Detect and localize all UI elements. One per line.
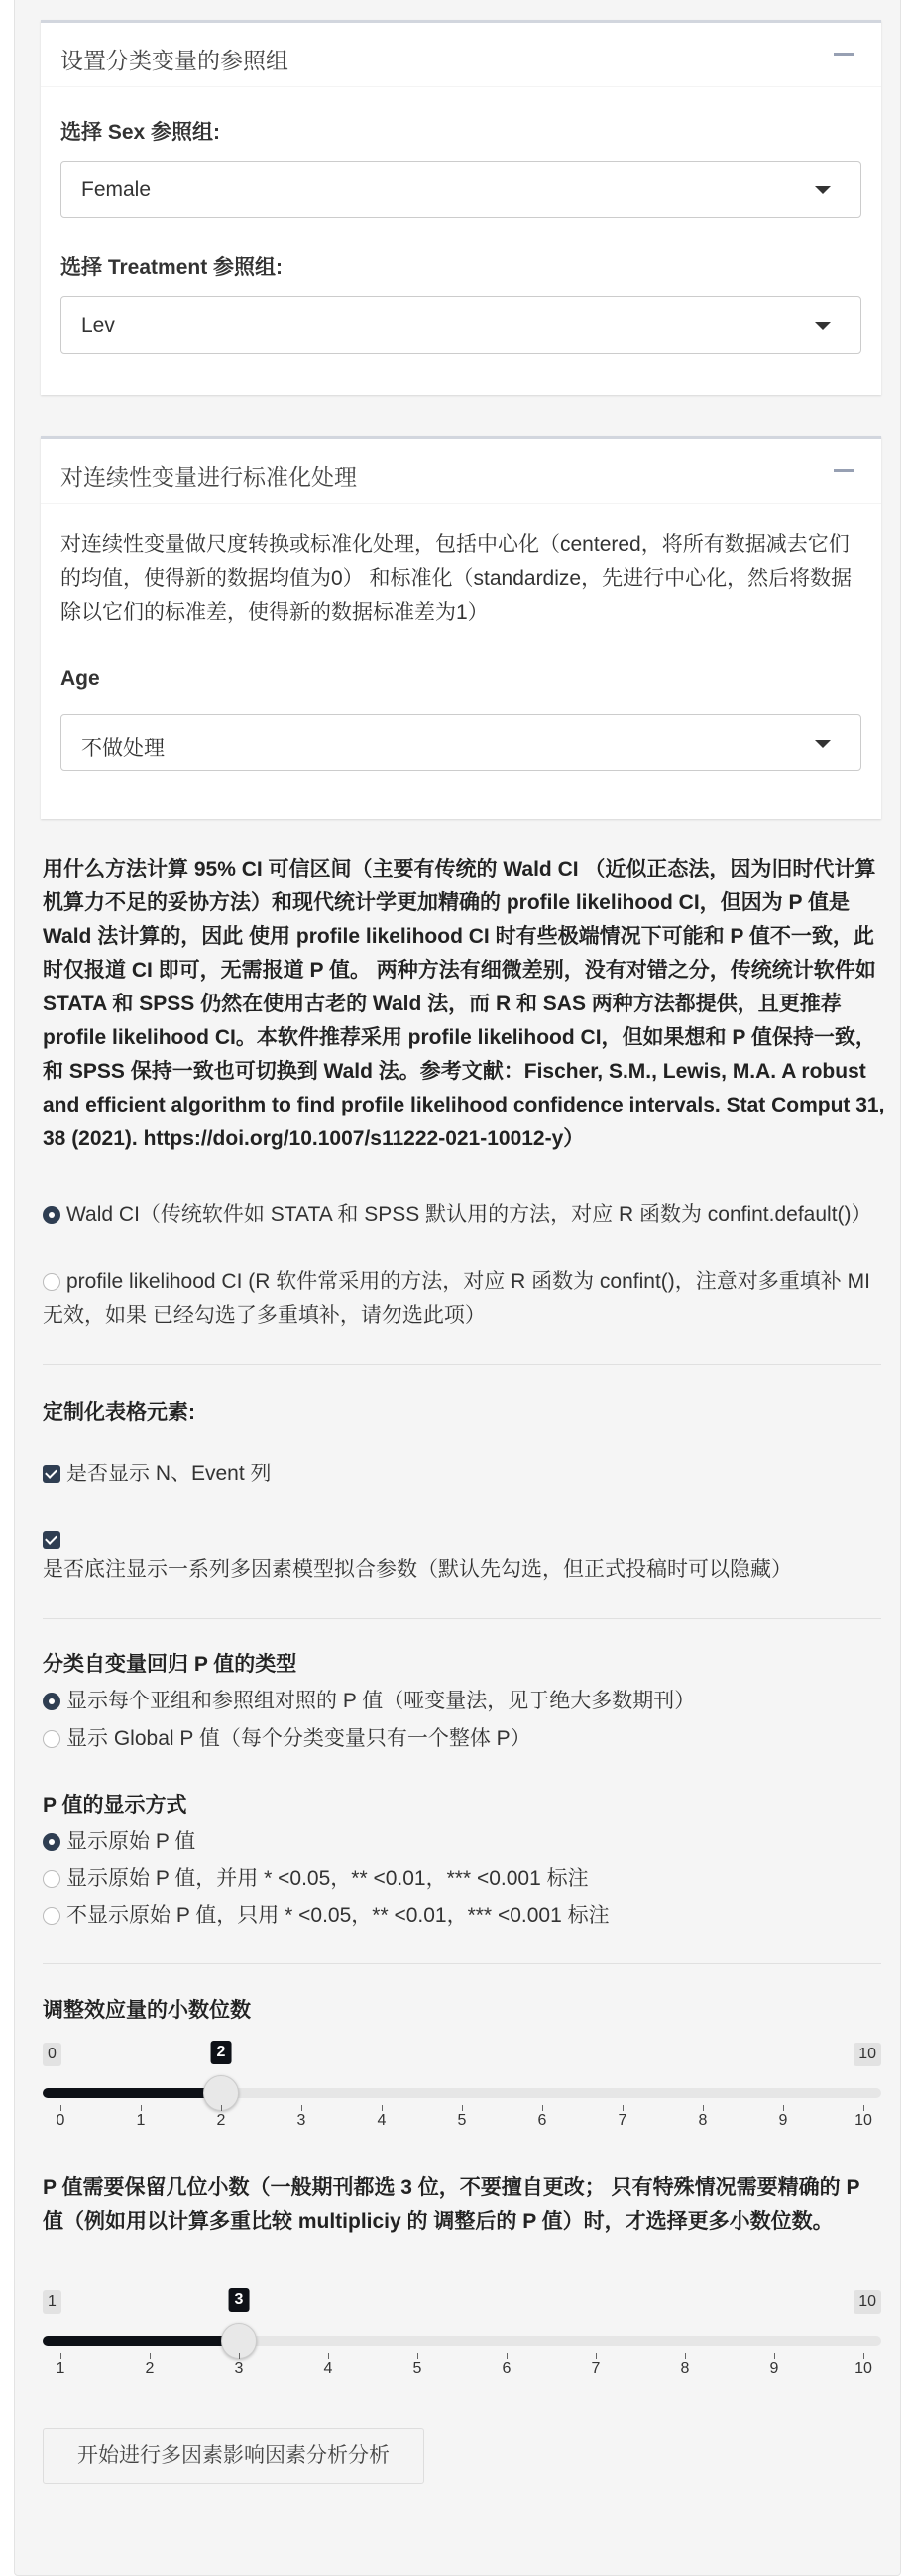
dropdown-caret-icon: [815, 186, 831, 194]
dropdown-caret-icon: [815, 740, 831, 748]
slider-tick: [60, 2105, 61, 2111]
slider-tick-label: 5: [412, 2360, 422, 2377]
pvalue-type-each[interactable]: [43, 1685, 885, 1718]
radio-selected-icon[interactable]: [43, 1833, 60, 1851]
slider-tick: [150, 2353, 151, 2359]
slider-tick: [542, 2105, 543, 2111]
slider-value-bubble: 2: [211, 2041, 232, 2064]
pvalue-display-raw-star-label: 显示原始 P 值，并用 * <0.05，** <0.01，*** <0.001 标注: [66, 1867, 589, 1890]
standardize-box: [41, 436, 881, 819]
ci-option-profile-label: profile likelihood CI (R 软件常采用的方法，对应 R 函数为 confint()，注意对多重填补 MI 无效，如果 已经勾选了多重填补，请勿选此项）: [43, 1270, 870, 1327]
divider: [43, 1963, 881, 1964]
sex-ref-label: 选择 Sex 参照组:: [60, 121, 221, 144]
treatment-ref-select[interactable]: [60, 296, 861, 354]
pvalue-display-raw-label: 显示原始 P 值: [66, 1830, 196, 1853]
slider-value-bubble: 3: [229, 2288, 250, 2312]
show-n-event-checkbox[interactable]: [43, 1458, 885, 1491]
slider-tick-label: 9: [778, 2112, 788, 2129]
ref-groups-header: [41, 23, 881, 87]
checkbox-checked-icon[interactable]: [43, 1465, 60, 1483]
slider-tick-label: 0: [56, 2112, 65, 2129]
pvalue-display-star-only-label: 不显示原始 P 值，只用 * <0.05，** <0.01，*** <0.001 标注: [66, 1904, 610, 1927]
age-select[interactable]: [60, 714, 861, 771]
pvalue-type-global-label: 显示 Global P 值（每个分类变量只有一个整体 P）: [66, 1727, 531, 1750]
slider-tick-label: 10: [854, 2360, 872, 2377]
pvalue-type-each-label: 显示每个亚组和参照组对照的 P 值（哑变量法，见于绝大多数期刊）: [66, 1690, 696, 1712]
pvalue-display-title: P 值的显示方式: [43, 1794, 187, 1816]
slider-fill: [43, 2336, 239, 2346]
show-fit-params-label: 是否底注显示一系列多因素模型拟合参数（默认先勾选，但正式投稿时可以隐藏）: [43, 1558, 792, 1581]
slider-tick-label: 2: [145, 2360, 155, 2377]
slider-tick-label: 5: [457, 2112, 467, 2129]
standardize-description: 对连续性变量做尺度转换或标准化处理，包括中心化（centered，将所有数据减去它们的均值，使得新的数据均值为0） 和标准化（standardize，先进行中心化，然后将数据除以它们的标准差，使得新的数据标准差为1）: [60, 533, 853, 624]
treatment-ref-label: 选择 Treatment 参照组:: [60, 256, 284, 279]
ref-groups-title: 设置分类变量的参照组: [60, 48, 288, 73]
divider: [43, 1364, 881, 1365]
slider-tick: [685, 2353, 686, 2359]
sex-ref-select[interactable]: [60, 161, 861, 218]
standardize-header: [41, 439, 881, 504]
slider-tick-label: 7: [591, 2360, 601, 2377]
slider-tick-label: 2: [216, 2112, 226, 2129]
radio-unselected-icon[interactable]: [43, 1907, 60, 1925]
slider-min-label: 1: [43, 2290, 61, 2314]
radio-unselected-icon[interactable]: [43, 1870, 60, 1888]
slider-tick: [703, 2105, 704, 2111]
checkbox-checked-icon[interactable]: [43, 1531, 60, 1549]
radio-selected-icon[interactable]: [43, 1693, 60, 1710]
effect-decimals-slider[interactable]: [43, 2043, 881, 2142]
collapse-minus-icon[interactable]: [832, 41, 857, 66]
slider-tick: [596, 2353, 597, 2359]
divider: [43, 1618, 881, 1619]
ci-option-wald-label: Wald CI（传统软件如 STATA 和 SPSS 默认用的方法，对应 R 函数为 confint.default()）: [66, 1203, 872, 1226]
slider-tick: [221, 2105, 222, 2111]
slider-tick-label: 8: [680, 2360, 690, 2377]
slider-tick-label: 4: [377, 2112, 387, 2129]
age-label: Age: [60, 667, 100, 690]
slider-tick: [863, 2353, 864, 2359]
slider-tick: [417, 2353, 418, 2359]
slider-tick-label: 7: [618, 2112, 627, 2129]
slider-tick: [301, 2105, 302, 2111]
slider-tick: [239, 2353, 240, 2359]
radio-unselected-icon[interactable]: [43, 1730, 60, 1748]
p-decimals-slider[interactable]: [43, 2290, 881, 2390]
age-value: 不做处理: [81, 737, 165, 760]
slider-tick-label: 6: [502, 2360, 512, 2377]
slider-tick: [60, 2353, 61, 2359]
radio-unselected-icon[interactable]: [43, 1273, 60, 1291]
ci-method-description: 用什么方法计算 95% CI 可信区间（主要有传统的 Wald CI （近似正态法，因为旧时代计算机算力不足的妥协方法）和现代统计学更加精确的 profile likelihood CI，但因为 P 值是 Wald 法计算的，因此 使用 profile likelihood CI 时有些极端情况下可能和 P 值不一致，此时仅报道 CI 即可，无需报道 P 值。 两种方法有细微差别，没有对错之分，传统统计软件如 STATA 和 SPSS 仍然在使用古老的 Wald 法，而 R 和 SAS 两种方法都提供，且更推荐 profile likelihood CI。本软件推荐采用 profile likelihood CI，但如果想和 P 值保持一致，和 SPSS 保持一致也可切换到 Wald 法。参考文献：Fischer, S.M., Lewis, M.A. A robust and efficient algorithm to find profile likelihood confidence intervals. Stat Comput 31, 38 (2021). https://doi.org/10.1007/s11222-021-10012-y）: [43, 858, 885, 1150]
slider-tick: [623, 2105, 624, 2111]
slider-fill: [43, 2088, 221, 2098]
slider-tick-label: 3: [234, 2360, 244, 2377]
slider-tick: [141, 2105, 142, 2111]
slider-tick: [507, 2353, 508, 2359]
pvalue-type-title: 分类自变量回归 P 值的类型: [43, 1653, 297, 1676]
show-fit-params-checkbox[interactable]: [43, 1523, 885, 1557]
slider-min-label: 0: [43, 2043, 61, 2066]
slider-tick-label: 9: [769, 2360, 779, 2377]
pvalue-type-global[interactable]: [43, 1722, 885, 1756]
ci-option-wald[interactable]: [43, 1198, 885, 1231]
slider-max-label: 10: [854, 2290, 881, 2314]
slider-tick-label: 4: [323, 2360, 333, 2377]
slider-tick-label: 8: [698, 2112, 708, 2129]
standardize-title: 对连续性变量进行标准化处理: [60, 464, 357, 490]
treatment-ref-value: Lev: [81, 314, 115, 337]
slider-tick-label: 3: [296, 2112, 306, 2129]
slider-tick: [462, 2105, 463, 2111]
pvalue-display-star-only[interactable]: [43, 1899, 885, 1932]
run-analysis-button[interactable]: 开始进行多因素影响因素分析分析: [43, 2428, 424, 2484]
sex-ref-value: Female: [81, 178, 152, 201]
table-elements-title: 定制化表格元素:: [43, 1401, 195, 1424]
pvalue-display-raw[interactable]: [43, 1825, 885, 1859]
slider-tick-label: 1: [136, 2112, 146, 2129]
show-n-event-label: 是否显示 N、Event 列: [66, 1463, 272, 1485]
effect-decimals-title: 调整效应量的小数位数: [43, 1999, 251, 2022]
pvalue-display-raw-star[interactable]: [43, 1862, 885, 1896]
slider-max-label: 10: [854, 2043, 881, 2066]
ref-groups-box: [41, 20, 881, 395]
ci-option-profile[interactable]: [43, 1265, 885, 1333]
slider-tick: [328, 2353, 329, 2359]
slider-tick: [774, 2353, 775, 2359]
collapse-minus-icon[interactable]: [832, 457, 857, 483]
slider-tick-label: 6: [537, 2112, 547, 2129]
dropdown-caret-icon: [815, 322, 831, 330]
slider-tick: [863, 2105, 864, 2111]
slider-tick-label: 10: [854, 2112, 872, 2129]
slider-tick: [783, 2105, 784, 2111]
slider-tick: [382, 2105, 383, 2111]
radio-selected-icon[interactable]: [43, 1206, 60, 1224]
slider-tick-label: 1: [56, 2360, 65, 2377]
p-decimals-title: P 值需要保留几位小数（一般期刊都选 3 位，不要擅自更改； 只有特殊情况需要精确的 P 值（例如用以计算多重比较 multipliciy 的 调整后的 P 值）时，才选择更多小数位数。: [43, 2176, 860, 2233]
